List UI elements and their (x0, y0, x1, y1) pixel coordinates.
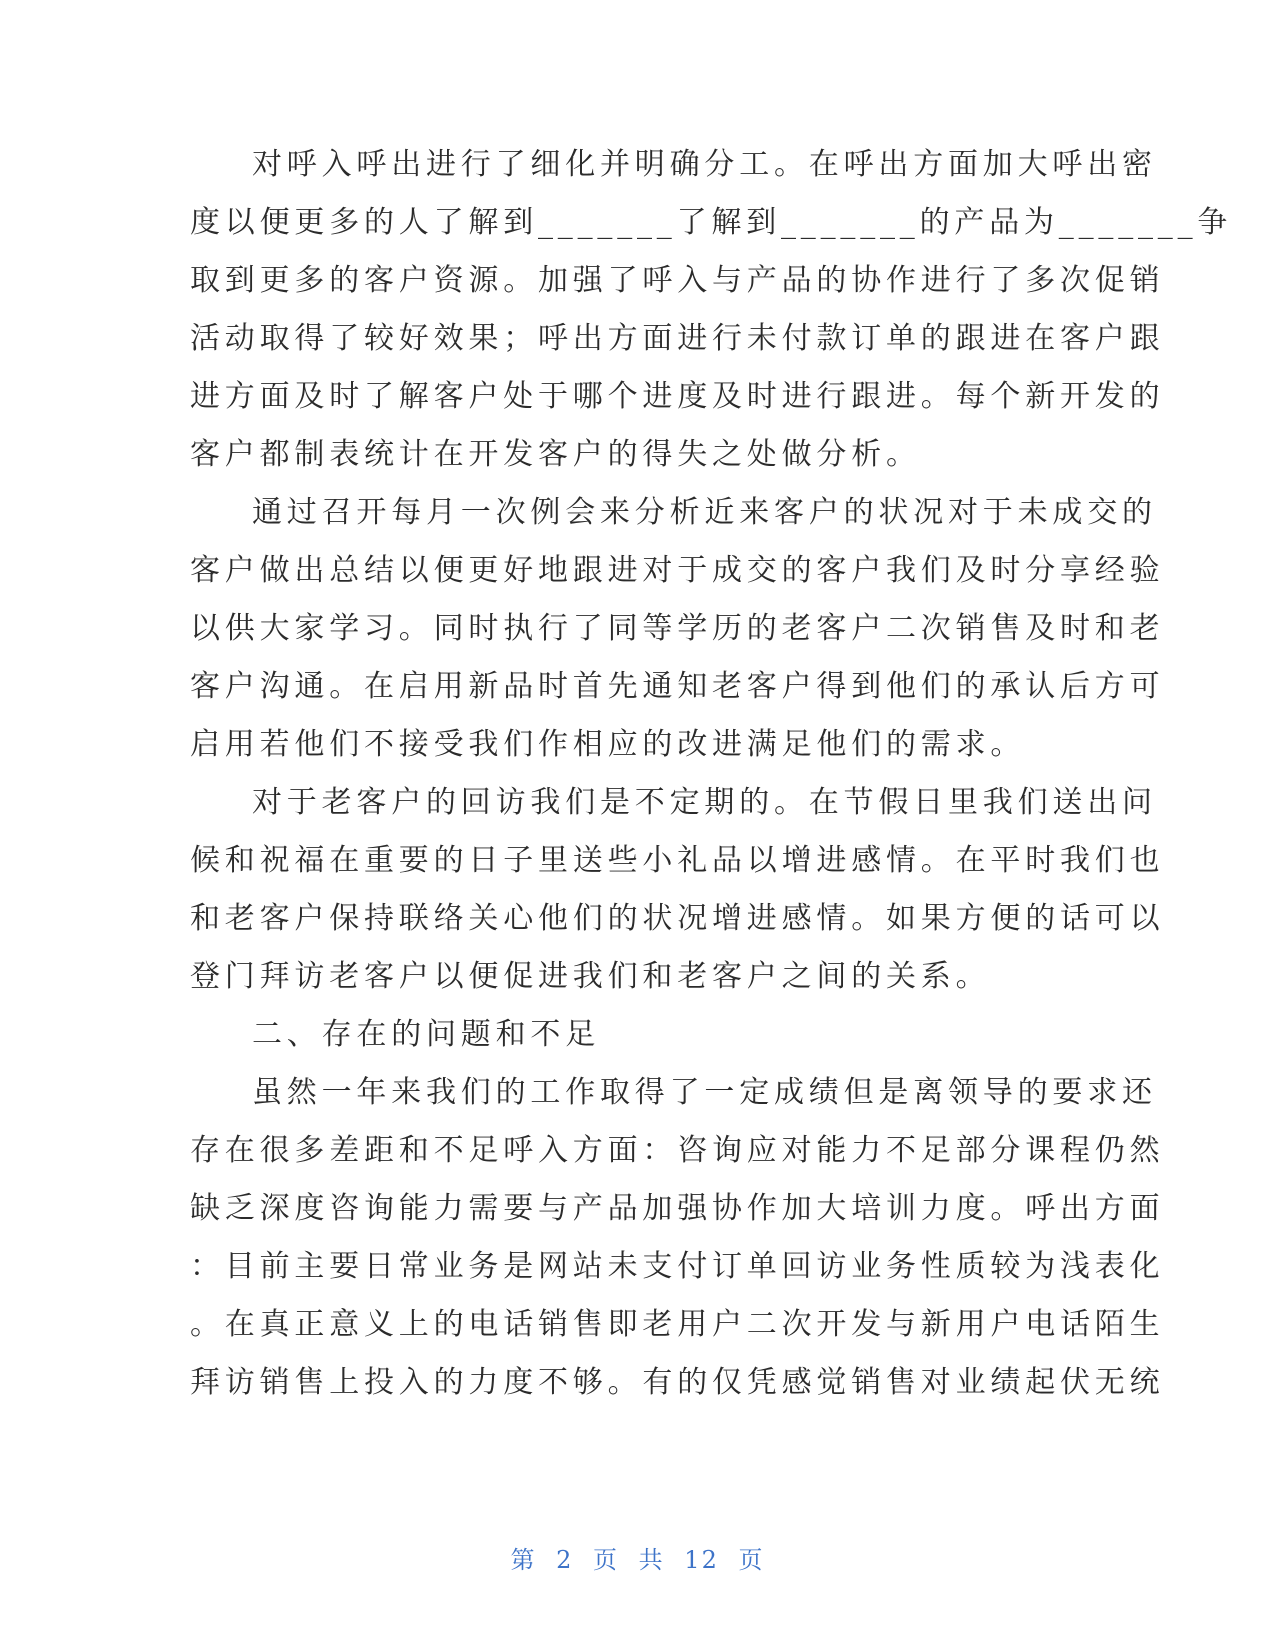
paragraph-4-line-6: 拜访销售上投入的力度不够。有的仅凭感觉销售对业绩起伏无统 (190, 1365, 1165, 1400)
paragraph-4-line-5: 。在真正意义上的电话销售即老用户二次开发与新用户电话陌生 (190, 1307, 1165, 1342)
paragraph-3-line-4: 登门拜访老客户以便促进我们和老客户之间的关系。 (190, 959, 991, 994)
paragraph-1-line-2: 度以便更多的人了解到_______了解到_______的产品为_______争 (190, 205, 1233, 240)
paragraph-1-line-3: 取到更多的客户资源。加强了呼入与产品的协作进行了多次促销 (190, 263, 1165, 298)
section-heading: 二、存在的问题和不足 (252, 1017, 600, 1052)
paragraph-1-line-5: 进方面及时了解客户处于哪个进度及时进行跟进。每个新开发的 (190, 379, 1165, 414)
paragraph-2-line-3: 以供大家学习。同时执行了同等学历的老客户二次销售及时和老 (190, 611, 1165, 646)
paragraph-1-line-1: 对呼入呼出进行了细化并明确分工。在呼出方面加大呼出密 (252, 147, 1157, 182)
paragraph-3-line-1: 对于老客户的回访我们是不定期的。在节假日里我们送出问 (252, 785, 1157, 820)
paragraph-1-line-6: 客户都制表统计在开发客户的得失之处做分析。 (190, 437, 921, 472)
paragraph-4-line-1: 虽然一年来我们的工作取得了一定成绩但是离领导的要求还 (252, 1075, 1157, 1110)
paragraph-4-line-3: 缺乏深度咨询能力需要与产品加强协作加大培训力度。呼出方面 (190, 1191, 1165, 1226)
paragraph-4-line-2: 存在很多差距和不足呼入方面：咨询应对能力不足部分课程仍然 (190, 1133, 1165, 1168)
paragraph-2-line-4: 客户沟通。在启用新品时首先通知老客户得到他们的承认后方可 (190, 669, 1165, 704)
paragraph-2-line-2: 客户做出总结以便更好地跟进对于成交的客户我们及时分享经验 (190, 553, 1165, 588)
paragraph-3-line-3: 和老客户保持联络关心他们的状况增进感情。如果方便的话可以 (190, 901, 1165, 936)
paragraph-4-line-4: ：目前主要日常业务是网站未支付订单回访业务性质较为浅表化 (190, 1249, 1165, 1284)
paragraph-2-line-5: 启用若他们不接受我们作相应的改进满足他们的需求。 (190, 727, 1026, 762)
paragraph-3-line-2: 候和祝福在重要的日子里送些小礼品以增进感情。在平时我们也 (190, 843, 1165, 878)
page-number-footer: 第 2 页 共 12 页 (510, 1546, 765, 1574)
paragraph-1-line-4: 活动取得了较好效果；呼出方面进行未付款订单的跟进在客户跟 (190, 321, 1165, 356)
paragraph-2-line-1: 通过召开每月一次例会来分析近来客户的状况对于未成交的 (252, 495, 1157, 530)
